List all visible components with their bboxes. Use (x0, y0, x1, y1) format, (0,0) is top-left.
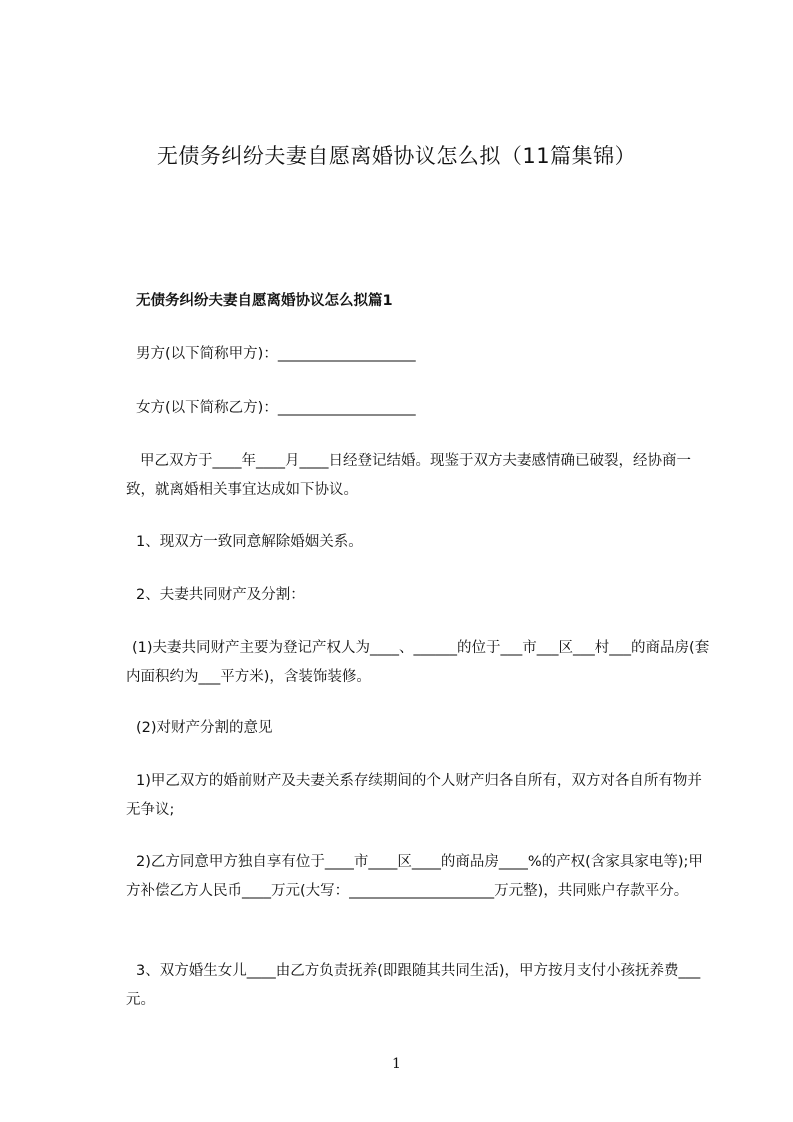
paragraph-clause-2-2: (2)对财产分割的意见 (136, 720, 273, 736)
paragraph-clause-1: 1、现双方一致同意解除婚姻关系。 (136, 534, 363, 550)
section-title: 无债务纠纷夫妻自愿离婚协议怎么拟篇1 (136, 293, 393, 309)
paragraph-clause-2: 2、夫妻共同财产及分割： (136, 587, 305, 603)
document-title: 无债务纠纷夫妻自愿离婚协议怎么拟（11篇集锦） (156, 144, 637, 168)
paragraph-clause-3: 3、双方婚生女儿____由乙方负责抚养(即跟随其共同生活)，甲方按月支付小孩抚养费___元。 (126, 963, 701, 1008)
page-number: 1 (392, 1056, 401, 1072)
paragraph-female-party: 女方(以下简称乙方)：___________________ (136, 400, 416, 416)
paragraph-male-party: 男方(以下简称甲方)：___________________ (136, 346, 416, 362)
paragraph-clause-2-1: (1)夫妻共同财产主要为登记产权人为____、______的位于___市___区___村___的商品房(套内面积约为___平方米)，含装饰装修。 (126, 640, 710, 685)
paragraph-property-opinion-1: 1)甲乙双方的婚前财产及夫妻关系存续期间的个人财产归各自所有，双方对各自所有物并无争议; (126, 773, 702, 818)
paragraph-property-opinion-2: 2)乙方同意甲方独自享有位于____市____区____的商品房____%的产权(含家具家电等);甲方补偿乙方人民币____万元(大写：____________________万元整)，共同账户存款平分。 (126, 854, 703, 899)
paragraph-marriage-registration: 甲乙双方于____年____月____日经登记结婚。现鉴于双方夫妻感情确已破裂，经协商一致，就离婚相关事宜达成如下协议。 (126, 453, 691, 498)
